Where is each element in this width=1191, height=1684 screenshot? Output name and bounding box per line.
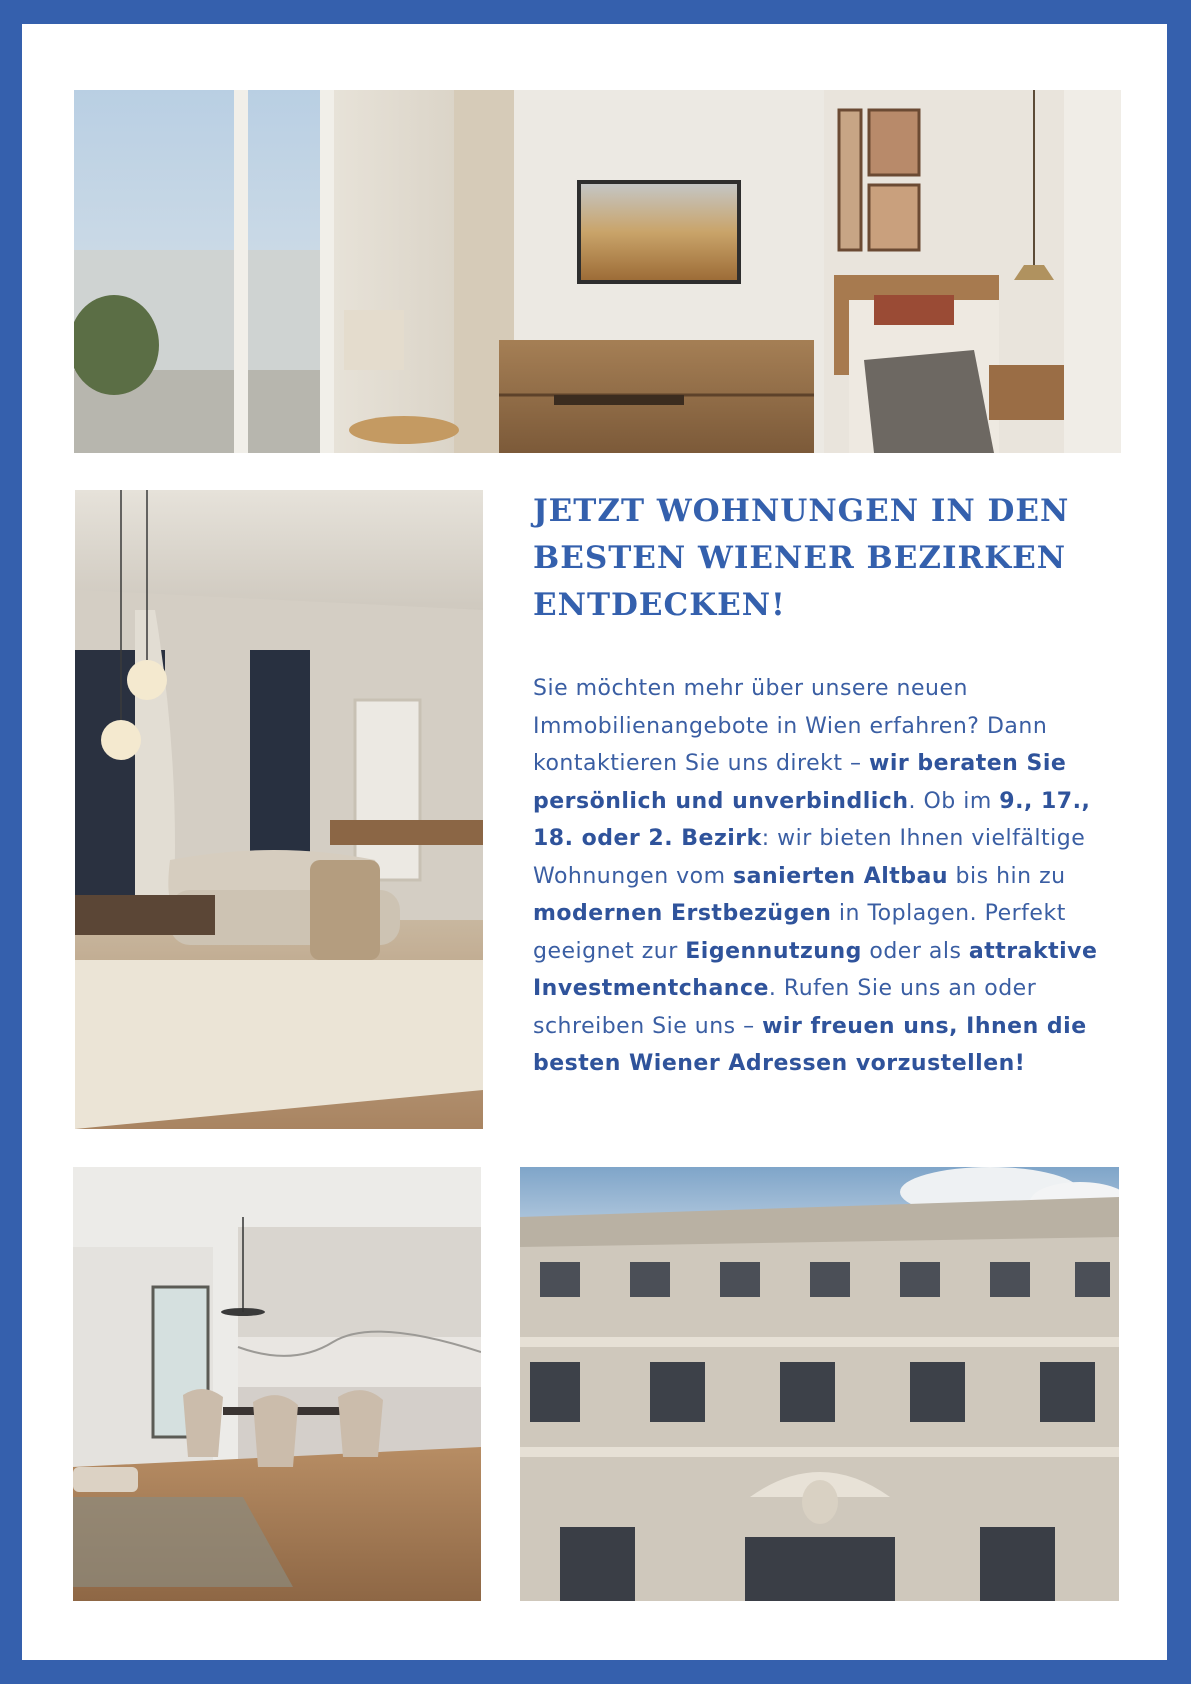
bold-segment: 9., 17., 18. oder 2. Bezirk [533,788,1091,851]
text-segment: . Ob im [908,788,1000,814]
headline [533,488,1093,629]
text-segment: bis hin zu [948,863,1066,889]
text-segment: : wir bieten Ihnen vielfältige Wohnungen vom [533,826,1086,889]
headline-line-1: JETZT WOHNUNGEN IN DEN [533,493,1070,529]
bold-segment: attraktive Investmentchance [533,938,1098,1001]
text-segment: in Toplagen. Perfekt geeignet zur [533,901,1066,964]
body-paragraph [533,670,1113,1083]
bold-segment: Eigennutzung [685,938,862,964]
text-segment: oder als [861,938,969,964]
headline-line-2: BESTEN WIENER BEZIRKEN [533,540,1067,576]
historic-facade-photo [520,1167,1119,1601]
bold-segment: sanierten Altbau [733,863,949,889]
bold-segment: wir freuen uns, Ihnen die besten Wiener Adressen vorzustellen! [533,1013,1087,1076]
bold-segment: modernen Erstbezügen [533,901,832,926]
text-segment: Sie möchten mehr über unsere neuen Immobilienangebote in Wien erfahren? Dann kontaktieren Sie uns direkt – [533,676,1048,776]
brochure-page [22,24,1167,1660]
bold-segment: wir beraten Sie persönlich und unverbindlich [533,751,1067,814]
living-room-bedroom-photo [74,90,1121,453]
living-room-sofa-photo [75,490,483,1129]
text-segment: . Rufen Sie uns an oder schreiben Sie uns – [533,976,1037,1039]
headline-line-3: ENTDECKEN! [533,587,786,623]
dining-kitchen-photo [73,1167,481,1601]
